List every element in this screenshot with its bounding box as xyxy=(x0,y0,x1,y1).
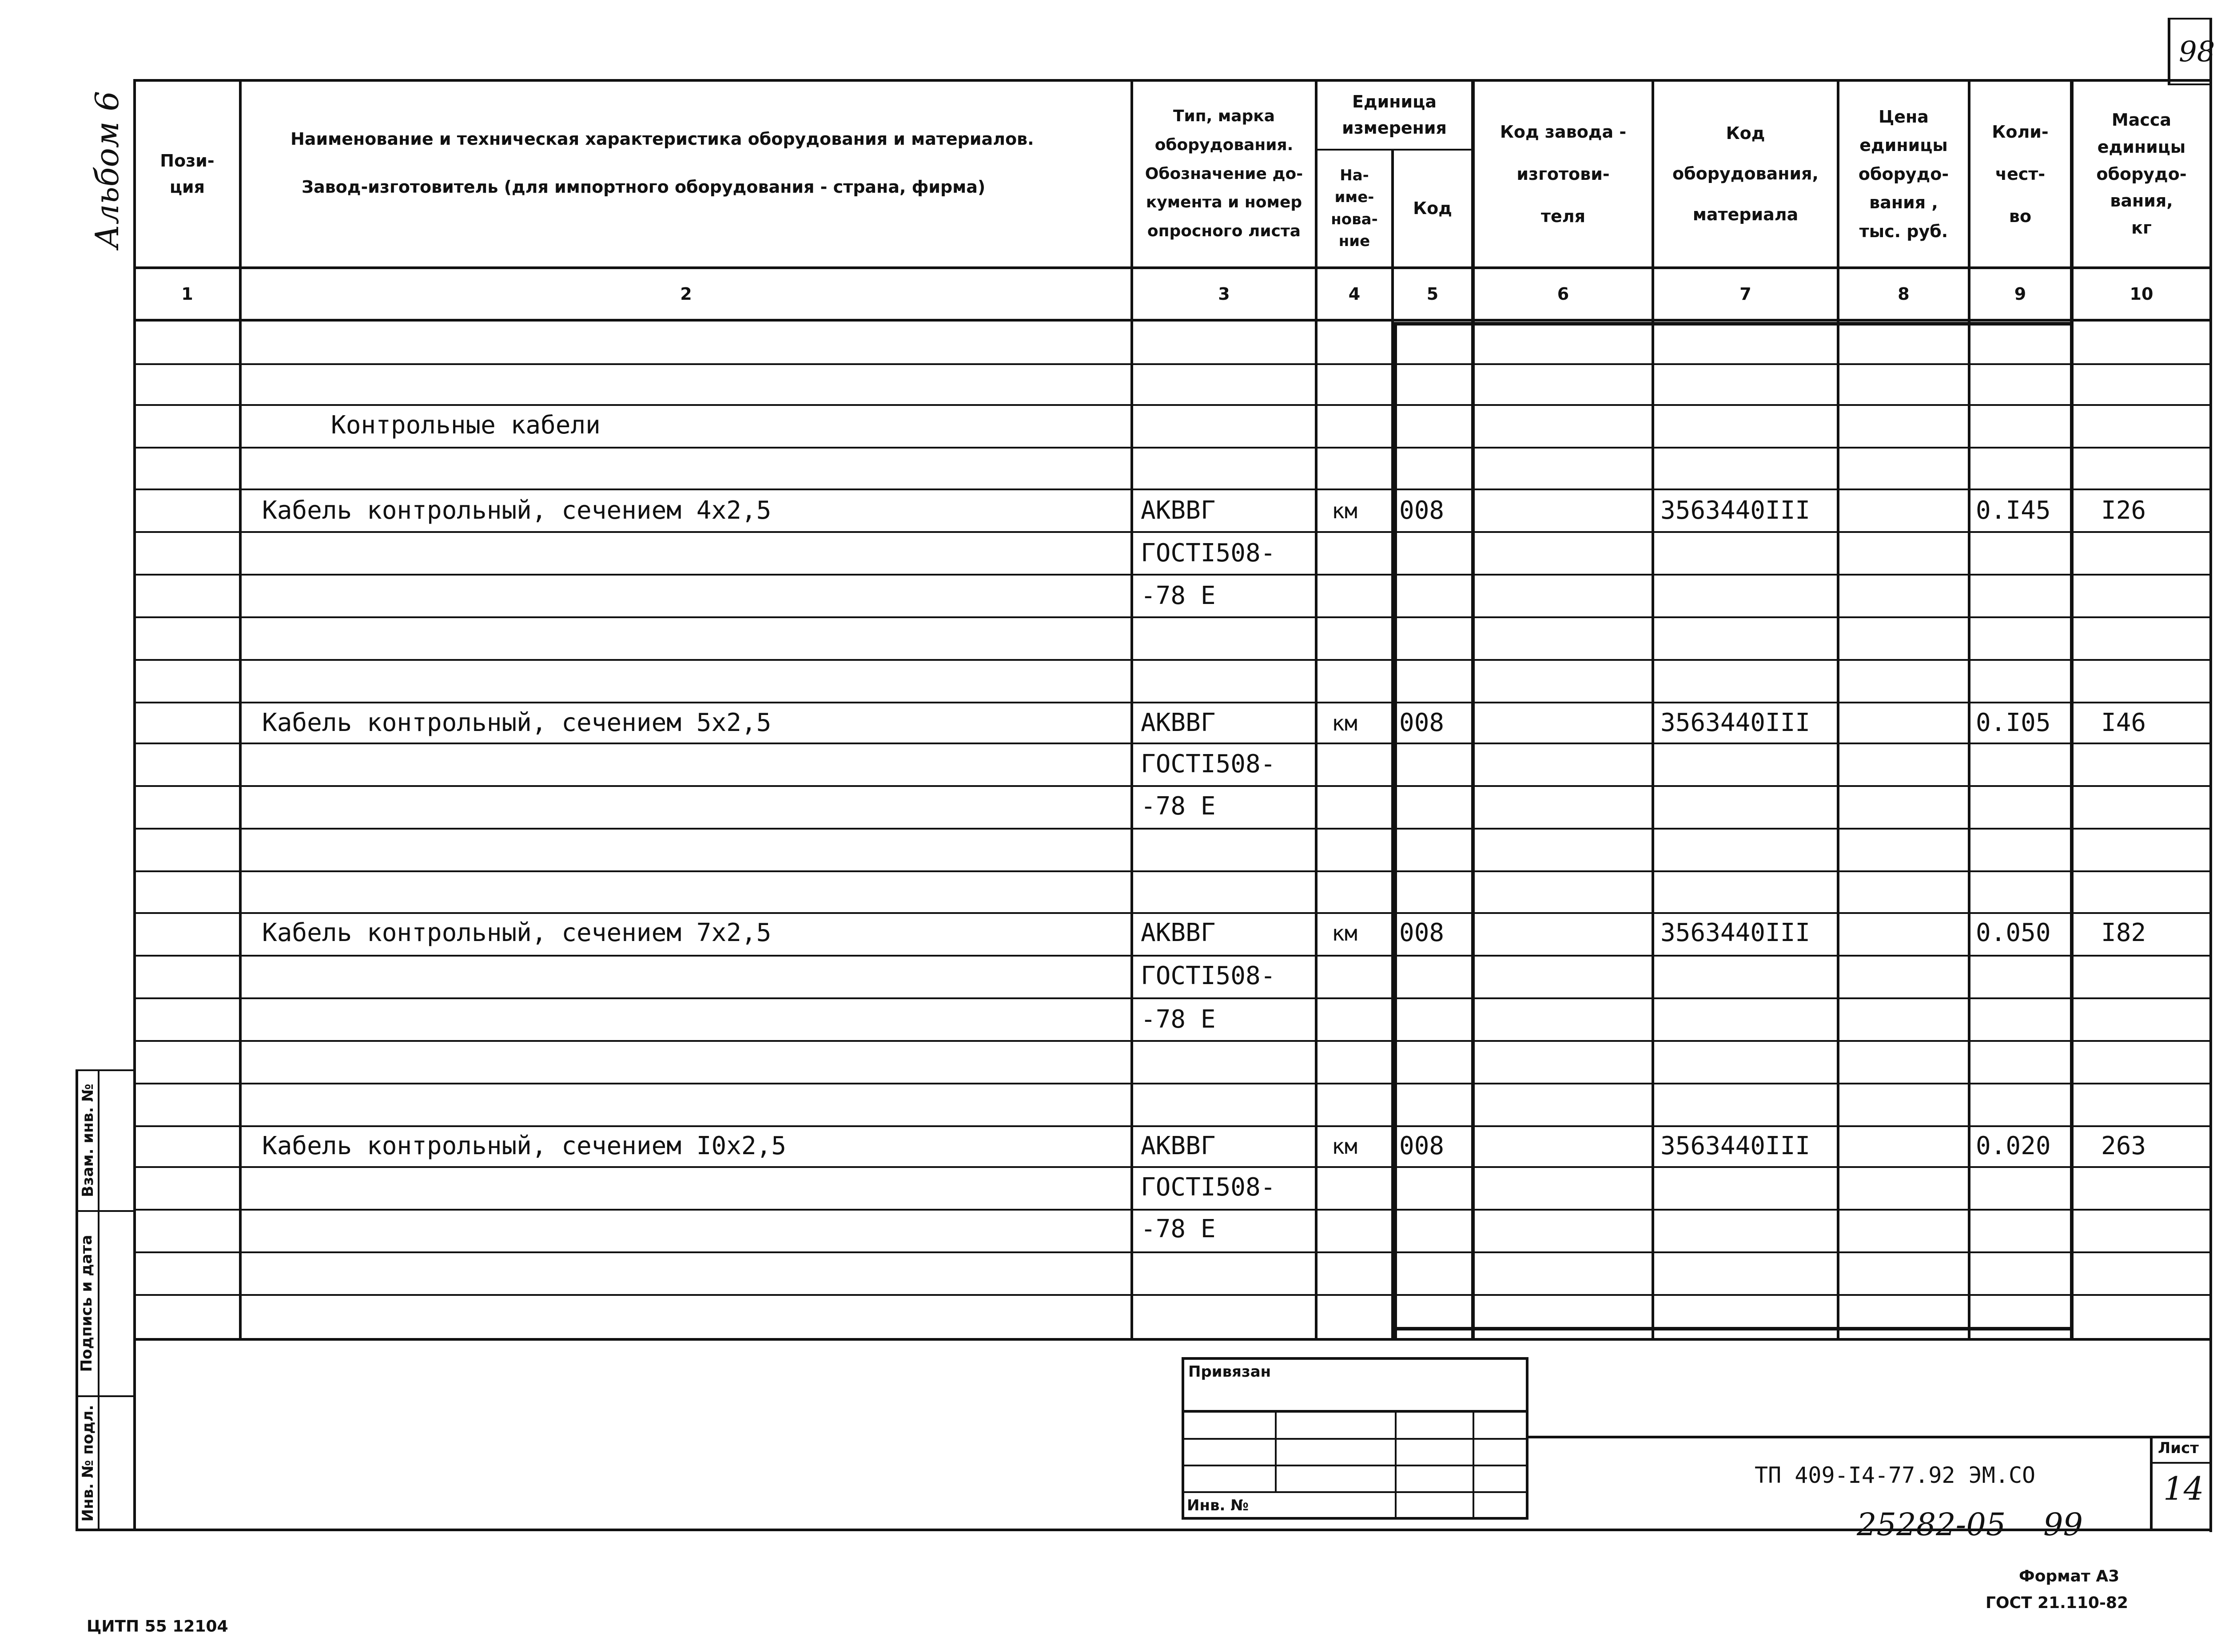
item-doc: -78 Е xyxy=(1141,1005,1216,1034)
stamp-replaced-inv: Взам. инв. № xyxy=(79,1084,97,1197)
colnum-5: 5 xyxy=(1426,284,1439,304)
sheet-number: 14 xyxy=(2163,1470,2204,1507)
header-plant-code: Код завода - изготови- теля xyxy=(1500,122,1627,226)
format-label: Формат А3 xyxy=(2019,1567,2120,1585)
header-position: Пози- ция xyxy=(160,151,215,197)
item-quantity: 0.020 xyxy=(1976,1132,2051,1160)
header-unit-group: Единица измерения xyxy=(1342,92,1447,138)
colnum-8: 8 xyxy=(1898,284,1910,304)
colnum-2: 2 xyxy=(680,284,692,304)
item-unit: км xyxy=(1332,499,1357,524)
row-line xyxy=(136,447,2209,449)
inv-no-label: Инв. № xyxy=(1187,1497,1249,1514)
item-quantity: 0.050 xyxy=(1976,918,2051,947)
header-unit-name: На- име- нова- ние xyxy=(1331,166,1378,250)
sheet-label: Лист xyxy=(2158,1439,2199,1457)
header-unit-mass: Масса единицы оборудо- вания, кг xyxy=(2096,110,2187,238)
row-line xyxy=(136,1166,2209,1168)
colnum-bottom-line xyxy=(133,319,2212,322)
header-type: Тип, марка оборудования. Обозначение до- кумента и номер опросного листа xyxy=(1145,107,1303,241)
item-name: Кабель контрольный, сечением 7х2,5 xyxy=(262,918,772,947)
item-material-code: 3563440III xyxy=(1660,1132,1811,1160)
item-material-code: 3563440III xyxy=(1660,496,1811,525)
header-name: Наименование и техническая характеристика оборудования и материалов. Завод-изготовитель (для импортного оборудования - страна, фирма) xyxy=(291,129,1034,197)
handwritten-number: 99 xyxy=(2043,1506,2083,1543)
row-line xyxy=(136,404,2209,406)
corner-sheet-number: 98 xyxy=(2179,36,2215,68)
row-line xyxy=(136,1251,2209,1253)
row-line xyxy=(136,1209,2209,1211)
item-doc: ГОСТI508- xyxy=(1141,750,1276,778)
item-unit: км xyxy=(1332,1134,1357,1159)
item-unit: км xyxy=(1332,921,1357,946)
item-mass: I26 xyxy=(2101,496,2146,525)
colnum-3: 3 xyxy=(1218,284,1230,304)
item-doc: -78 Е xyxy=(1141,1215,1216,1243)
colnum-6: 6 xyxy=(1557,284,1569,304)
item-doc: ГОСТI508- xyxy=(1141,539,1276,568)
item-type: АКВВГ xyxy=(1141,1132,1216,1160)
colnum-1: 1 xyxy=(181,284,193,304)
item-unit-code: 008 xyxy=(1399,918,1445,947)
row-line xyxy=(136,574,2209,576)
row-line xyxy=(136,1125,2209,1127)
header-material-code: Код оборудования, материала xyxy=(1672,123,1819,224)
standard-label: ГОСТ 21.110-82 xyxy=(1986,1594,2129,1612)
row-line xyxy=(136,785,2209,787)
row-line xyxy=(136,1040,2209,1042)
item-name: Кабель контрольный, сечением 4х2,5 xyxy=(262,496,772,525)
item-doc: ГОСТI508- xyxy=(1141,961,1276,990)
section-title: Контрольные кабели xyxy=(331,411,601,440)
header-quantity: Коли- чест- во xyxy=(1992,122,2049,226)
item-name: Кабель контрольный, сечением I0х2,5 xyxy=(262,1132,787,1160)
item-unit-code: 008 xyxy=(1399,708,1445,737)
item-name: Кабель контрольный, сечением 5х2,5 xyxy=(262,708,772,737)
stamp-signature-date: Подпись и дата xyxy=(78,1235,96,1372)
item-doc: -78 Е xyxy=(1141,581,1216,610)
item-type: АКВВГ xyxy=(1141,918,1216,947)
item-quantity: 0.I45 xyxy=(1976,496,2051,525)
row-line xyxy=(136,488,2209,490)
item-unit: км xyxy=(1332,711,1357,736)
row-line xyxy=(136,1294,2209,1296)
colnum-10: 10 xyxy=(2129,284,2153,304)
item-mass: I46 xyxy=(2101,708,2146,737)
row-line xyxy=(136,363,2209,365)
item-doc: ГОСТI508- xyxy=(1141,1173,1276,1202)
header-unit-price: Цена единицы оборудо- вания , тыс. руб. xyxy=(1858,107,1949,241)
colnum-9: 9 xyxy=(2014,284,2026,304)
row-line xyxy=(136,743,2209,744)
printer-code: ЦИТП 55 12104 xyxy=(87,1617,228,1636)
header-unit-code: Код xyxy=(1413,199,1452,218)
item-doc: -78 Е xyxy=(1141,792,1216,821)
handwritten-code: 25282-05 xyxy=(1857,1506,2006,1543)
item-material-code: 3563440III xyxy=(1660,918,1811,947)
stamp-inv-original: Инв. № подл. xyxy=(79,1405,97,1522)
row-line xyxy=(136,531,2209,533)
row-line xyxy=(136,828,2209,830)
item-unit-code: 008 xyxy=(1399,1132,1445,1160)
row-line xyxy=(136,1083,2209,1084)
colnum-4: 4 xyxy=(1348,284,1361,304)
row-line xyxy=(136,659,2209,661)
row-line xyxy=(136,702,2209,703)
row-line xyxy=(136,912,2209,914)
colnum-7: 7 xyxy=(1739,284,1751,304)
table-bottom-line xyxy=(133,1338,2212,1341)
item-material-code: 3563440III xyxy=(1660,708,1811,737)
bound-to-label: Привязан xyxy=(1188,1363,1271,1381)
row-line xyxy=(136,955,2209,957)
item-unit-code: 008 xyxy=(1399,496,1445,525)
row-line xyxy=(136,997,2209,999)
item-quantity: 0.I05 xyxy=(1976,708,2051,737)
document-code: ТП 409-I4-77.92 ЭМ.СО xyxy=(1755,1462,2036,1488)
item-type: АКВВГ xyxy=(1141,496,1216,525)
item-type: АКВВГ xyxy=(1141,708,1216,737)
item-mass: I82 xyxy=(2101,918,2146,947)
row-line xyxy=(136,870,2209,872)
album-label: Альбом 6 xyxy=(88,91,126,249)
item-mass: 263 xyxy=(2101,1132,2146,1160)
row-line xyxy=(136,616,2209,618)
